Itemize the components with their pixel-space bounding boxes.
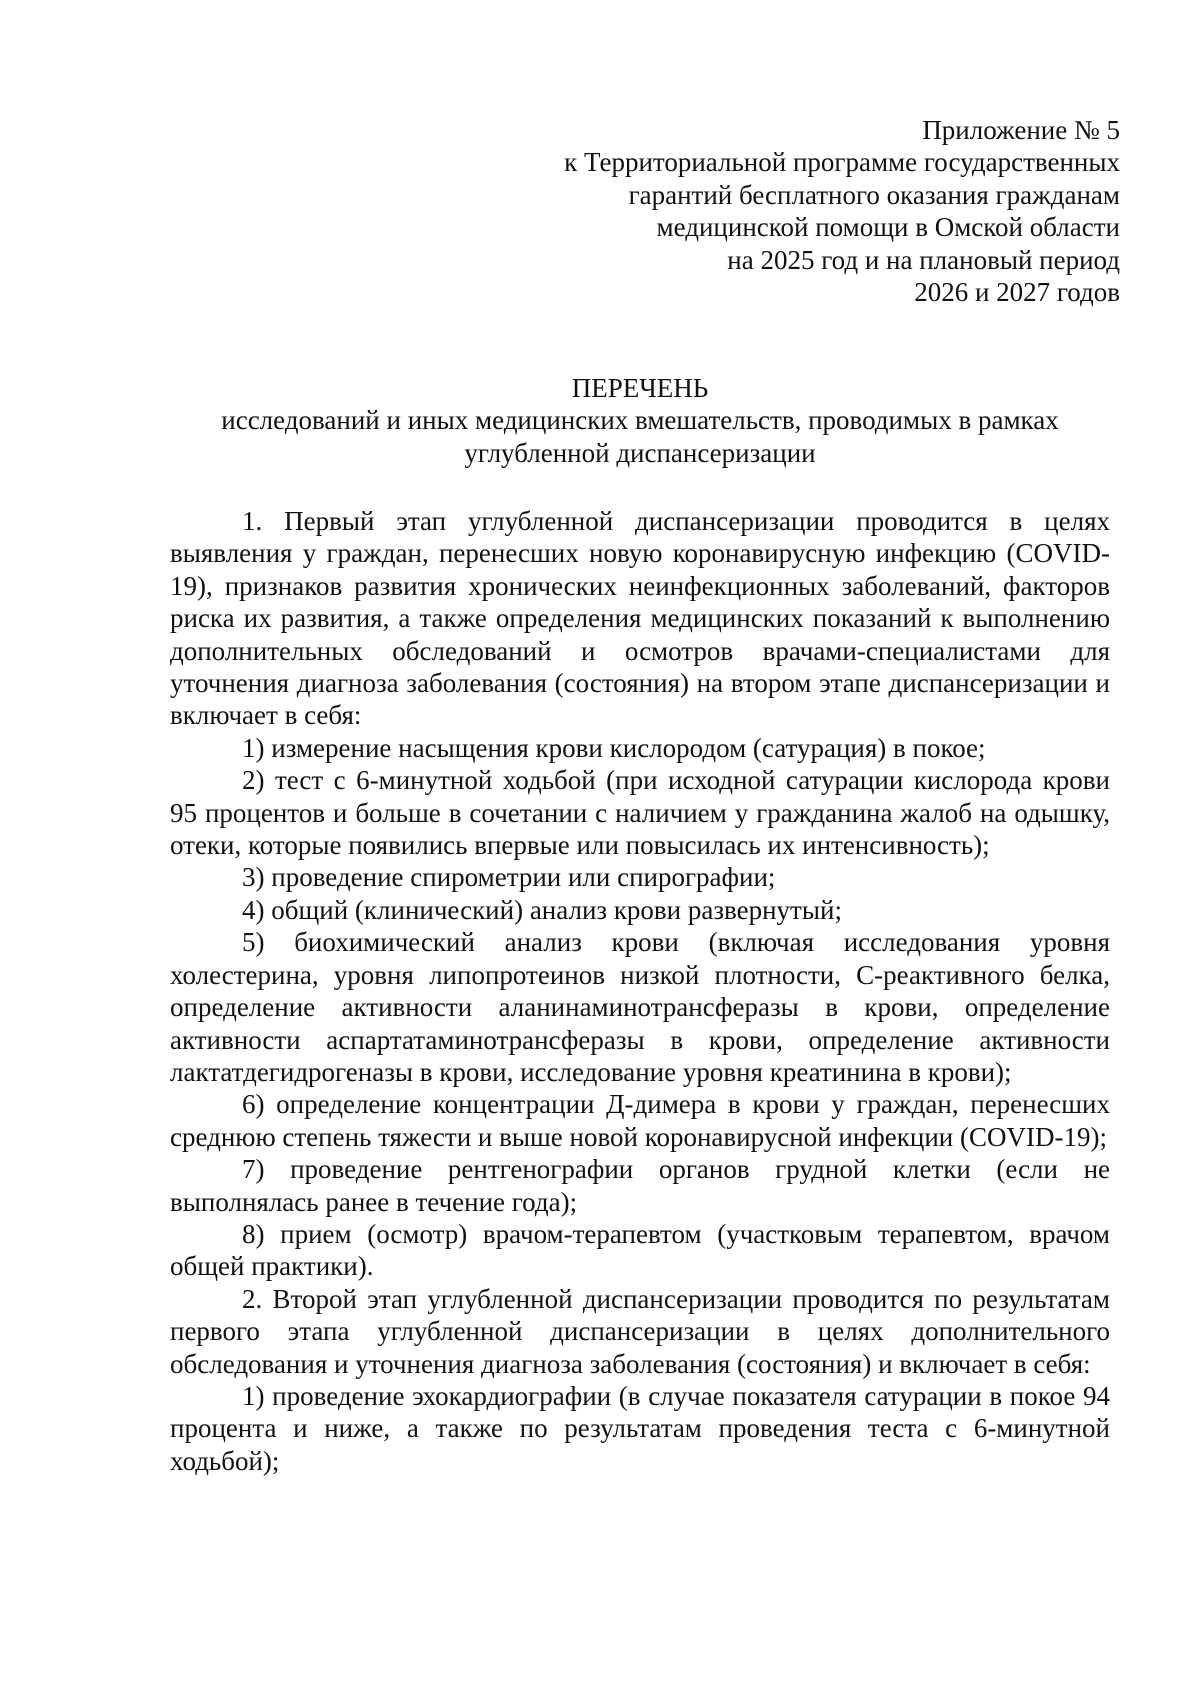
document-title: ПЕРЕЧЕНЬ <box>571 373 709 403</box>
document-subtitle: исследований и иных медицинских вмешательств, проводимых в рамках <box>221 405 1059 436</box>
appendix-header <box>480 114 1120 308</box>
section-1-intro: 1. Первый этап углубленной диспансеризации проводится в целях выявления у граждан, перенесших новую коронавирусную инфекцию (COVID-19), признаков развития хронических неинфекционных заболеваний, факторов риска их развития, а также определения медицинских показаний к выполнению дополнительных обследований и осмотров врачами-специалистами для уточнения диагноза заболевания (состояния) на втором этапе диспансеризации и включает в себя: <box>170 506 1110 731</box>
list-item: 2) тест с 6-минутной ходьбой (при исходной сатурации кислорода крови 95 процентов и больше в сочетании с наличием у гражданина жалоб на одышку, отеки, которые появились впервые или повысилась их интенсивность); <box>170 765 1110 861</box>
appendix-number: Приложение № 5 <box>922 115 1120 145</box>
section-2-intro: 2. Второй этап углубленной диспансеризации проводится по результатам первого этапа углубленной диспансеризации в целях дополнительного обследования и уточнения диагноза заболевания (состояния) и включает в себя: <box>170 1283 1110 1379</box>
list-item: 1) измерение насыщения крови кислородом (сатурация) в покое; <box>242 732 986 763</box>
document-subtitle: углубленной диспансеризации <box>464 437 816 468</box>
document-heading <box>170 372 1110 469</box>
list-item: 1) проведение эхокардиографии (в случае показателя сатурации в покое 94 процента и ниже, а также по результатам проведения теста с 6-минутной ходьбой); <box>170 1380 1110 1476</box>
appendix-line: к Территориальной программе государственных <box>564 147 1120 178</box>
list-item: 3) проведение спирометрии или спирографии; <box>242 862 776 893</box>
document-body <box>170 505 1110 1477</box>
appendix-line: на 2025 год и на плановый период <box>727 244 1120 275</box>
list-item: 5) биохимический анализ крови (включая исследования уровня холестерина, уровня липопротеинов низкой плотности, С-реактивного белка, определение активности аланинаминотрансферазы в крови, определение активности аспартатаминотрансферазы в крови, определение активности лактатдегидрогеназы в крови, исследование уровня креатинина в крови); <box>170 927 1110 1087</box>
list-item: 8) прием (осмотр) врачом-терапевтом (участковым терапевтом, врачом общей практики). <box>170 1218 1110 1282</box>
list-item: 7) проведение рентгенографии органов грудной клетки (если не выполнялась ранее в течение года); <box>170 1154 1110 1217</box>
appendix-line: гарантий бесплатного оказания гражданам <box>628 179 1120 210</box>
appendix-line: 2026 и 2027 годов <box>914 277 1120 308</box>
list-item: 4) общий (клинический) анализ крови развернутый; <box>242 894 842 925</box>
appendix-line: медицинской помощи в Омской области <box>656 212 1120 243</box>
list-item: 6) определение концентрации Д-димера в крови у граждан, перенесших среднюю степень тяжести и выше новой коронавирусной инфекции (COVID-19); <box>170 1089 1110 1152</box>
